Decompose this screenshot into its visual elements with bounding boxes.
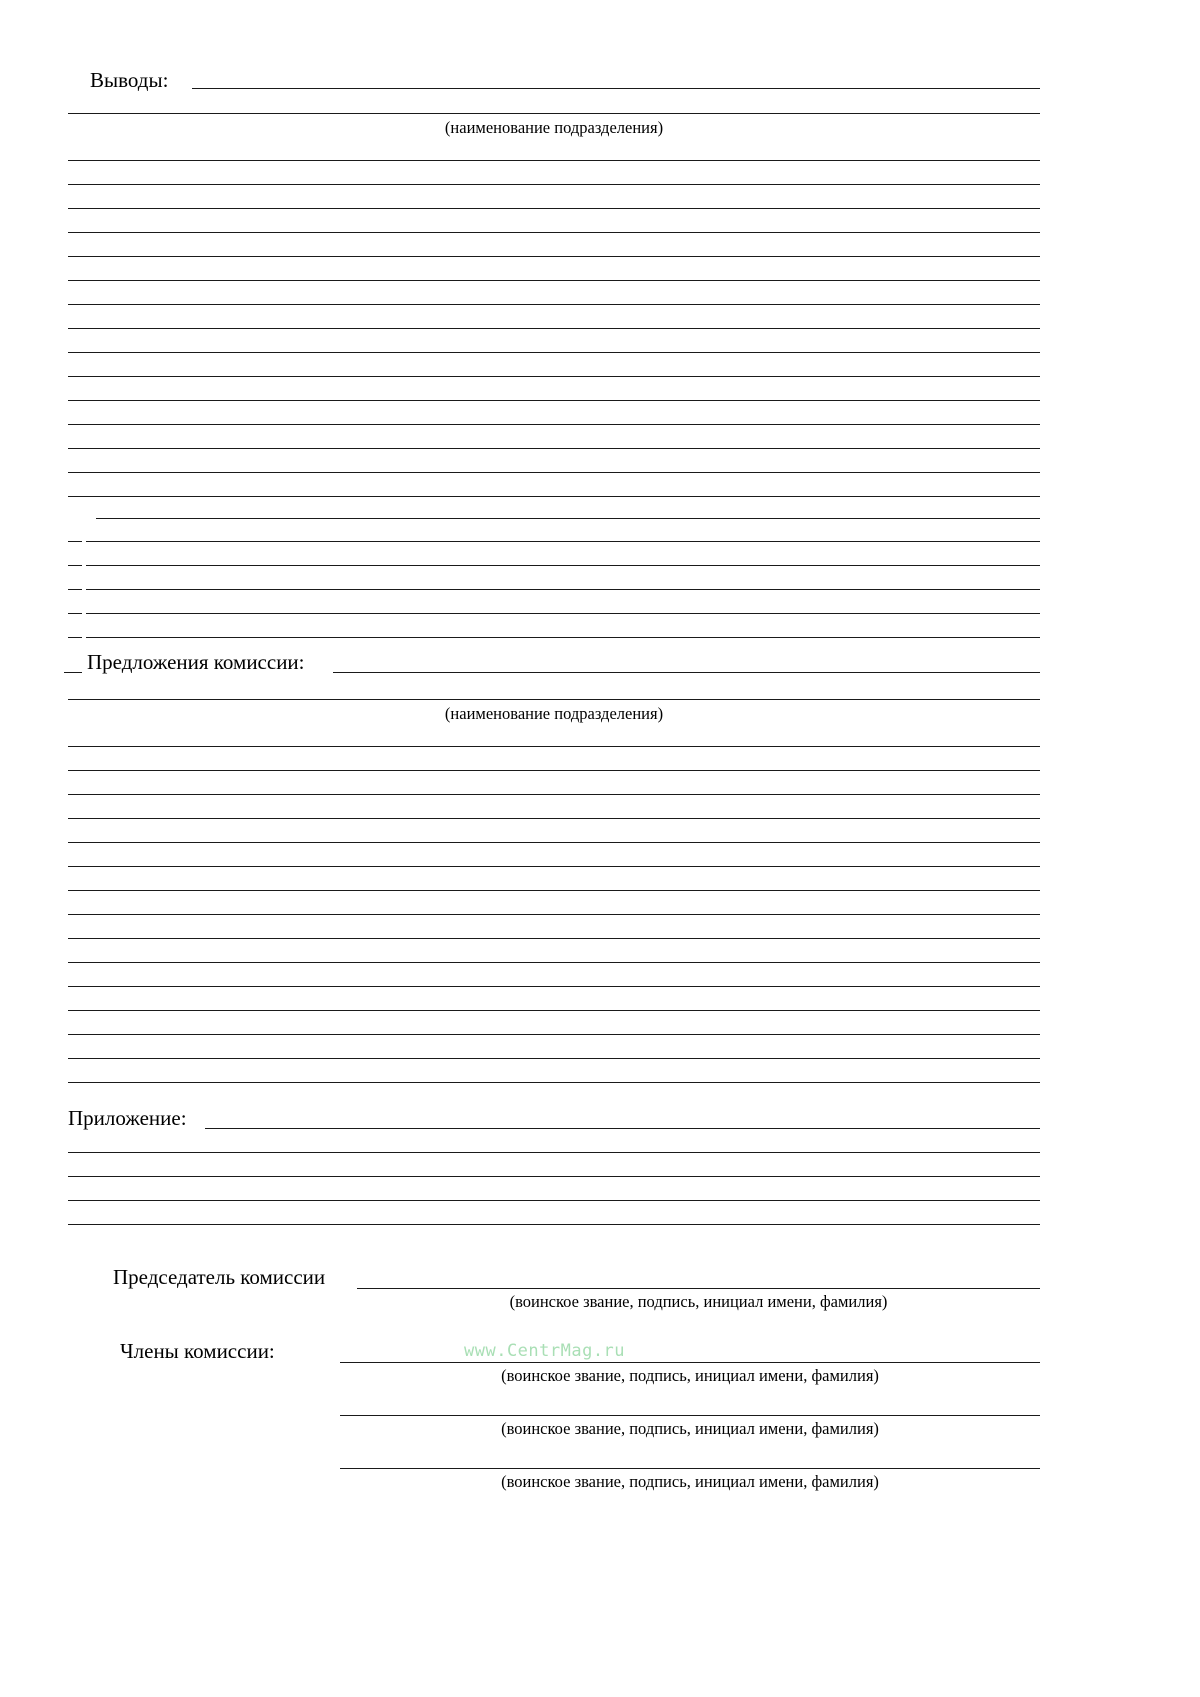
blank-line[interactable]: [68, 424, 1040, 425]
commission-member-1-signature-line[interactable]: [340, 1362, 1040, 1363]
blank-line[interactable]: [68, 746, 1040, 747]
blank-line[interactable]: [68, 400, 1040, 401]
conclusions-fill-line[interactable]: [68, 113, 1040, 114]
blank-line[interactable]: [68, 280, 1040, 281]
commission-proposals-fill-line[interactable]: [333, 672, 1040, 673]
signature-caption: (воинское звание, подпись, инициал имени, фамилия): [501, 1366, 879, 1385]
commission-proposals-label: Предложения комиссии:: [87, 650, 305, 674]
blank-line[interactable]: [68, 699, 1040, 700]
blank-line[interactable]: [68, 938, 1040, 939]
dash-mark: [68, 565, 82, 566]
commission-members-label: Члены комиссии:: [120, 1339, 275, 1363]
signature-caption: (воинское звание, подпись, инициал имени, фамилия): [501, 1472, 879, 1491]
blank-line[interactable]: [68, 472, 1040, 473]
blank-line[interactable]: [68, 794, 1040, 795]
blank-line[interactable]: [68, 208, 1040, 209]
blank-line[interactable]: [96, 518, 1040, 519]
commission-member-2-signature-line[interactable]: [340, 1415, 1040, 1416]
blank-line[interactable]: [68, 890, 1040, 891]
dash-mark: [68, 541, 82, 542]
blank-line[interactable]: [68, 818, 1040, 819]
attachment-label: Приложение:: [68, 1106, 187, 1130]
commission-chairman-signature-line[interactable]: [357, 1288, 1040, 1289]
blank-line[interactable]: [68, 184, 1040, 185]
blank-line[interactable]: [68, 1200, 1040, 1201]
blank-line[interactable]: [86, 589, 1040, 590]
signature-caption: (воинское звание, подпись, инициал имени, фамилия): [501, 1419, 879, 1438]
blank-line[interactable]: [68, 448, 1040, 449]
blank-line[interactable]: [68, 1176, 1040, 1177]
signature-caption: (воинское звание, подпись, инициал имени, фамилия): [509, 1292, 888, 1311]
blank-line[interactable]: [68, 1082, 1040, 1083]
blank-line[interactable]: [68, 256, 1040, 257]
blank-line[interactable]: [68, 842, 1040, 843]
commission-chairman-label: Председатель комиссии: [113, 1265, 326, 1289]
subdivision-caption: (наименование подразделения): [444, 118, 664, 137]
conclusions-fill-line[interactable]: [192, 88, 1040, 89]
blank-line[interactable]: [68, 1010, 1040, 1011]
subdivision-caption: (наименование подразделения): [444, 704, 664, 723]
blank-line[interactable]: [68, 496, 1040, 497]
blank-line[interactable]: [68, 1224, 1040, 1225]
blank-line[interactable]: [68, 304, 1040, 305]
dash-mark: [68, 589, 82, 590]
blank-line[interactable]: [68, 1058, 1040, 1059]
conclusions-label: Выводы:: [90, 68, 169, 92]
blank-line[interactable]: [86, 541, 1040, 542]
blank-line[interactable]: [68, 1034, 1040, 1035]
blank-line[interactable]: [68, 770, 1040, 771]
blank-line[interactable]: [86, 613, 1040, 614]
dash-mark: [64, 672, 82, 673]
blank-line[interactable]: [68, 962, 1040, 963]
blank-line[interactable]: [68, 328, 1040, 329]
blank-line[interactable]: [86, 565, 1040, 566]
dash-mark: [68, 637, 82, 638]
blank-line[interactable]: [68, 376, 1040, 377]
blank-line[interactable]: [68, 232, 1040, 233]
blank-line[interactable]: [68, 1152, 1040, 1153]
blank-line[interactable]: [68, 866, 1040, 867]
blank-line[interactable]: [68, 352, 1040, 353]
commission-member-3-signature-line[interactable]: [340, 1468, 1040, 1469]
blank-line[interactable]: [86, 637, 1040, 638]
blank-line[interactable]: [68, 914, 1040, 915]
watermark-text: www.CentrMag.ru: [464, 1341, 626, 1361]
attachment-fill-line[interactable]: [205, 1128, 1040, 1129]
dash-mark: [68, 613, 82, 614]
blank-line[interactable]: [68, 986, 1040, 987]
blank-line[interactable]: [68, 160, 1040, 161]
